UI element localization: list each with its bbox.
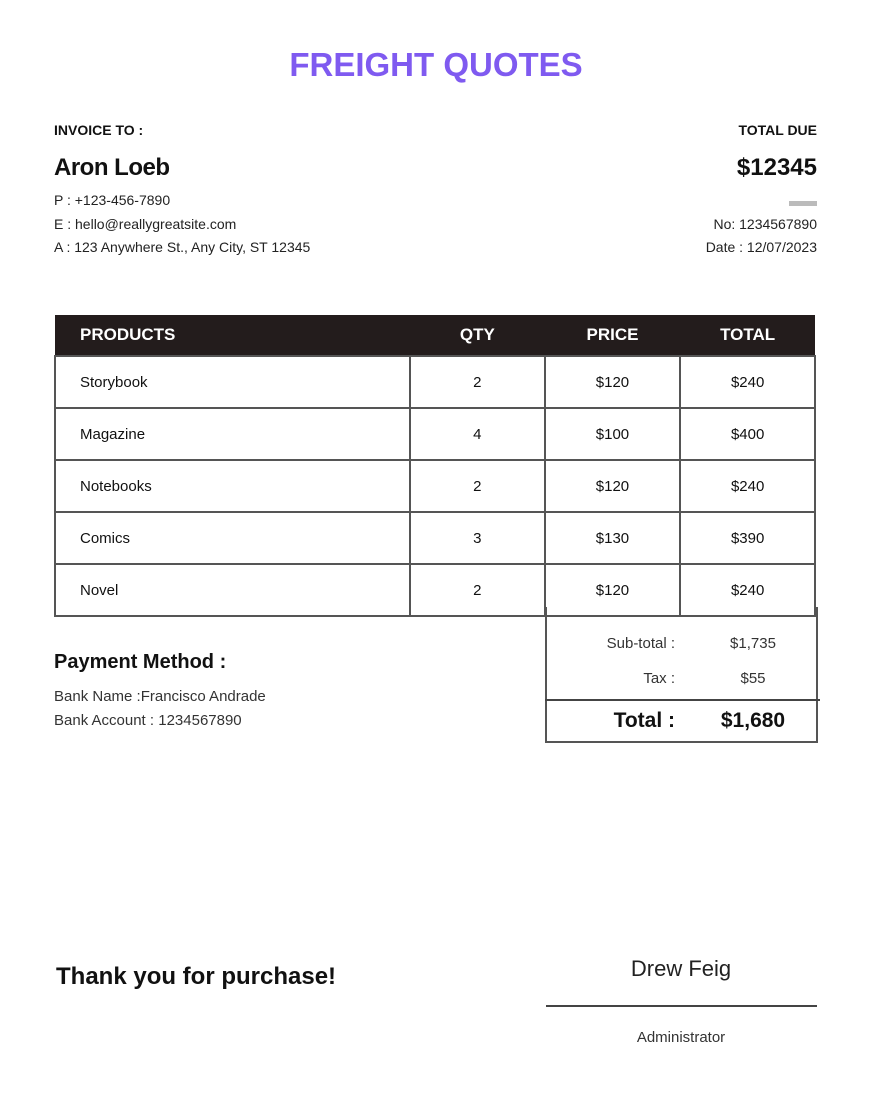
unit-price: $120 <box>545 356 681 408</box>
product-name: Novel <box>55 564 410 616</box>
header-qty: QTY <box>410 315 545 356</box>
client-email: E : hello@reallygreatsite.com <box>54 216 237 232</box>
header-products: PRODUCTS <box>55 315 410 356</box>
quantity: 4 <box>410 408 545 460</box>
invoice-date: Date : 12/07/2023 <box>705 239 817 255</box>
summary-divider <box>545 699 820 701</box>
signer-role: Administrator <box>636 1029 726 1046</box>
unit-price: $120 <box>545 564 681 616</box>
line-total: $390 <box>680 512 815 564</box>
invoice-to-label: INVOICE TO : <box>54 122 144 138</box>
header-total: TOTAL <box>680 315 815 356</box>
line-total: $400 <box>680 408 815 460</box>
quantity: 2 <box>410 356 545 408</box>
quantity: 2 <box>410 460 545 512</box>
total-due-amount: $12345 <box>736 154 817 181</box>
table-row <box>55 460 815 512</box>
header-price: PRICE <box>545 315 681 356</box>
subtotal-label: Sub-total : <box>606 635 675 652</box>
client-name: Aron Loeb <box>54 154 170 181</box>
product-name: Comics <box>55 512 410 564</box>
thank-you-message: Thank you for purchase! <box>56 963 337 990</box>
quantity: 2 <box>410 564 545 616</box>
product-name: Notebooks <box>55 460 410 512</box>
subtotal-value: $1,735 <box>730 635 776 652</box>
bank-name: Bank Name :Francisco Andrade <box>54 688 266 705</box>
table-row <box>55 512 815 564</box>
line-total: $240 <box>680 564 815 616</box>
total-label: Total : <box>613 709 675 732</box>
tax-value: $55 <box>740 670 766 687</box>
table-row <box>55 408 815 460</box>
line-total: $240 <box>680 460 815 512</box>
unit-price: $100 <box>545 408 681 460</box>
divider <box>789 201 817 206</box>
table-row <box>55 356 815 408</box>
unit-price: $130 <box>545 512 681 564</box>
quantity: 3 <box>410 512 545 564</box>
line-total: $240 <box>680 356 815 408</box>
total-due-label: TOTAL DUE <box>738 122 817 138</box>
total-value: $1,680 <box>720 709 786 732</box>
product-name: Magazine <box>55 408 410 460</box>
unit-price: $120 <box>545 460 681 512</box>
payment-heading: Payment Method : <box>54 651 227 673</box>
products-table <box>54 315 816 617</box>
page-title: FREIGHT QUOTES <box>289 46 583 83</box>
client-address: A : 123 Anywhere St., Any City, ST 12345 <box>54 239 311 255</box>
signer-name: Drew Feig <box>630 956 732 981</box>
bank-account: Bank Account : 1234567890 <box>54 712 242 729</box>
signature-line <box>546 1005 817 1007</box>
invoice-number: No: 1234567890 <box>713 216 817 232</box>
product-name: Storybook <box>55 356 410 408</box>
tax-label: Tax : <box>643 670 675 687</box>
client-phone: P : +123-456-7890 <box>54 192 171 208</box>
